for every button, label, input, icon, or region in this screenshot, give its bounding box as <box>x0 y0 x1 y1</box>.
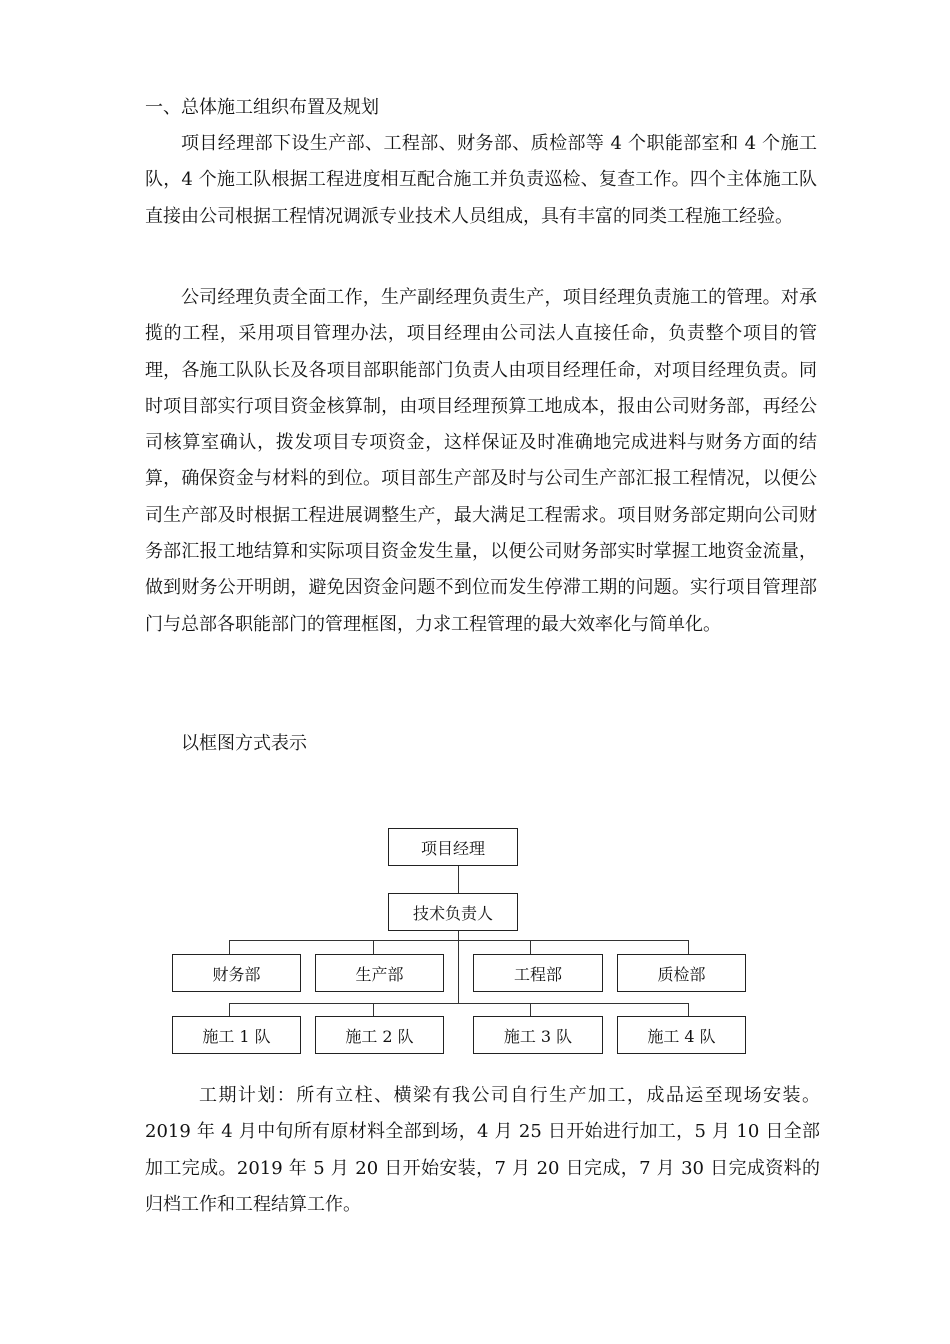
connector-team-bar <box>229 1003 688 1004</box>
org-box-team: 施工 2 队 <box>315 1016 444 1054</box>
connector-team-2 <box>373 1003 374 1017</box>
connector-dept-4 <box>688 940 689 954</box>
connector-team-3 <box>530 1003 531 1017</box>
connector-dept-2 <box>373 940 374 954</box>
org-box-team: 施工 4 队 <box>617 1016 746 1054</box>
connector-team-4 <box>688 1003 689 1017</box>
paragraph-schedule: 工期计划：所有立柱、横梁有我公司自行生产加工，成品运至现场安装。2019 年 4 月中旬所有原材料全部到场，4 月 25 日开始进行加工，5 月 10 日全部加工完成。2019 年 5 月 20 日开始安装，7 月 20 日完成，7 月 30 日完成资料的归档工作和工程结算工作。 <box>145 1085 820 1215</box>
org-box-department: 工程部 <box>473 954 603 992</box>
paragraph-management: 公司经理负责全面工作，生产副经理负责生产，项目经理负责施工的管理。对承揽的工程，采用项目管理办法，项目经理由公司法人直接任命，负责整个项目的管理，各施工队队长及各项目部职能部门负责人由项目经理任命，对项目经理负责。同时项目部实行项目资金核算制，由项目经理预算工地成本，报由公司财务部，再经公司核算室确认，拨发项目专项资金，这样保证及时准确地完成进料与财务方面的结算，确保资金与材料的到位。项目部生产部及时与公司生产部汇报工程情况，以便公司生产部及时根据工程进展调整生产，最大满足工程需求。项目财务部定期向公司财务部汇报工地结算和实际项目资金发生量，以便公司财务部实时掌握工地资金流量，做到财务公开明朗，避免因资金问题不到位而发生停滞工期的问题。实行项目管理部门与总部各职能部门的管理框图，力求工程管理的最大效率化与简单化。 <box>145 287 817 635</box>
paragraph-org-structure: 项目经理部下设生产部、工程部、财务部、质检部等 4 个职能部室和 4 个施工队，4 个施工队根据工程进度相互配合施工并负责巡检、复查工作。四个主体施工队直接由公司根据工程情况调派专业技术人员组成，具有丰富的同类工程施工经验。 <box>145 133 817 227</box>
connector-dept-1 <box>229 940 230 954</box>
section-heading: 一、总体施工组织布置及规划 <box>145 97 379 118</box>
connector-dept-3 <box>530 940 531 954</box>
org-box-technical-lead: 技术负责人 <box>388 893 518 931</box>
org-box-department: 质检部 <box>617 954 746 992</box>
org-box-team: 施工 3 队 <box>473 1016 603 1054</box>
org-box-department: 生产部 <box>315 954 444 992</box>
org-box-team: 施工 1 队 <box>172 1016 301 1054</box>
connector-team-1 <box>229 1003 230 1017</box>
diagram-caption: 以框图方式表示 <box>181 733 307 754</box>
org-box-project-manager: 项目经理 <box>388 828 518 866</box>
connector-dept-bar <box>229 940 688 941</box>
connector-top <box>458 865 459 895</box>
org-box-department: 财务部 <box>172 954 301 992</box>
